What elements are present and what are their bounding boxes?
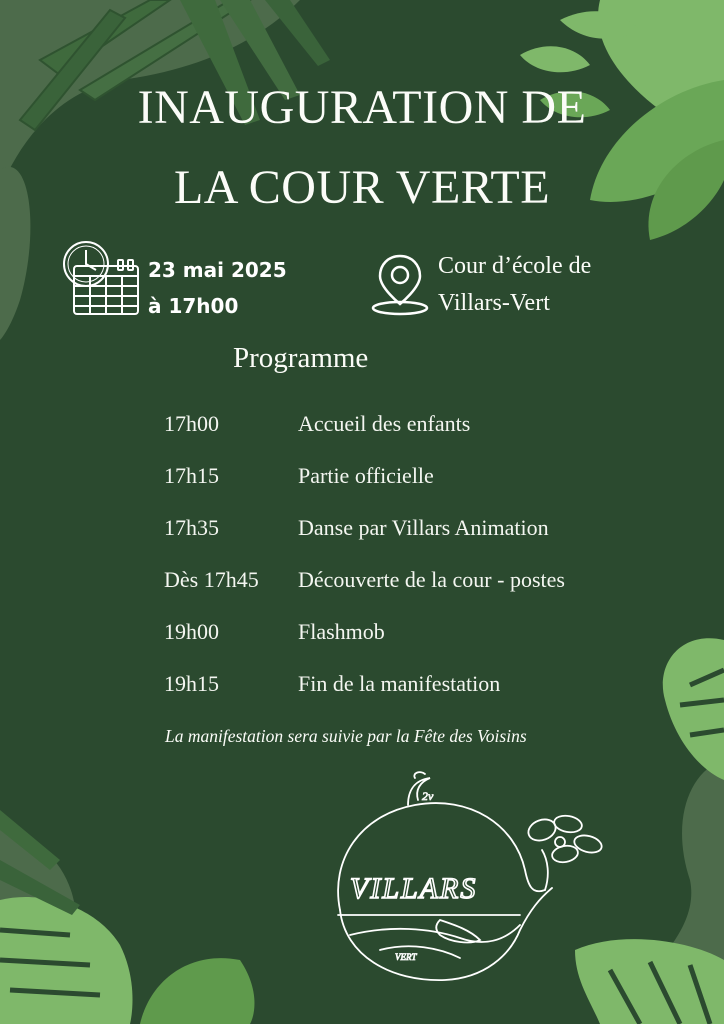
schedule-activity: Partie officielle xyxy=(298,463,434,488)
schedule-row xyxy=(164,664,664,716)
logo-main-text: VILLARS xyxy=(350,872,478,905)
schedule-activity: Accueil des enfants xyxy=(298,411,471,436)
logo-sub-text: VERT xyxy=(395,952,417,962)
poster-title xyxy=(0,68,724,228)
date-text xyxy=(148,252,287,324)
schedule-activity: Flashmob xyxy=(298,619,385,644)
title-line-2: LA COUR VERTE xyxy=(173,161,551,214)
schedule-time: 17h15 xyxy=(164,463,219,488)
schedule-time: 19h00 xyxy=(164,619,219,644)
date-block xyxy=(60,238,320,322)
location-text xyxy=(438,248,591,322)
title-line-1: INAUGURATION DE xyxy=(137,81,587,134)
schedule-list xyxy=(164,404,664,716)
schedule-row xyxy=(164,560,664,612)
schedule-activity: Découverte de la cour - postes xyxy=(298,567,565,592)
programme-title: Programme xyxy=(233,342,369,374)
location-block xyxy=(370,248,650,332)
villars-vert-logo xyxy=(320,770,620,1000)
monstera-leaf-bottom-left xyxy=(0,810,254,1024)
schedule-time: Dès 17h45 xyxy=(164,567,259,592)
schedule-activity: Danse par Villars Animation xyxy=(298,515,549,540)
schedule-row xyxy=(164,508,664,560)
location-pin-icon xyxy=(370,248,430,318)
date-line-2: à 17h00 xyxy=(148,294,239,318)
schedule-time: 17h00 xyxy=(164,411,219,436)
place-line-2: Villars-Vert xyxy=(438,290,550,316)
date-line-1: 23 mai 2025 xyxy=(148,258,287,282)
schedule-activity: Fin de la manifestation xyxy=(298,671,501,696)
monstera-leaf-right xyxy=(663,638,724,780)
schedule-row xyxy=(164,456,664,508)
calendar-clock-icon xyxy=(60,238,144,322)
logo-small-text: 2v xyxy=(422,789,434,803)
schedule-time: 19h15 xyxy=(164,671,219,696)
footer-note: La manifestation sera suivie par la Fête des Voisins xyxy=(165,726,527,746)
schedule-row xyxy=(164,612,664,664)
place-line-1: Cour d’école de xyxy=(438,253,592,279)
schedule-time: 17h35 xyxy=(164,515,219,540)
schedule-row xyxy=(164,404,664,456)
